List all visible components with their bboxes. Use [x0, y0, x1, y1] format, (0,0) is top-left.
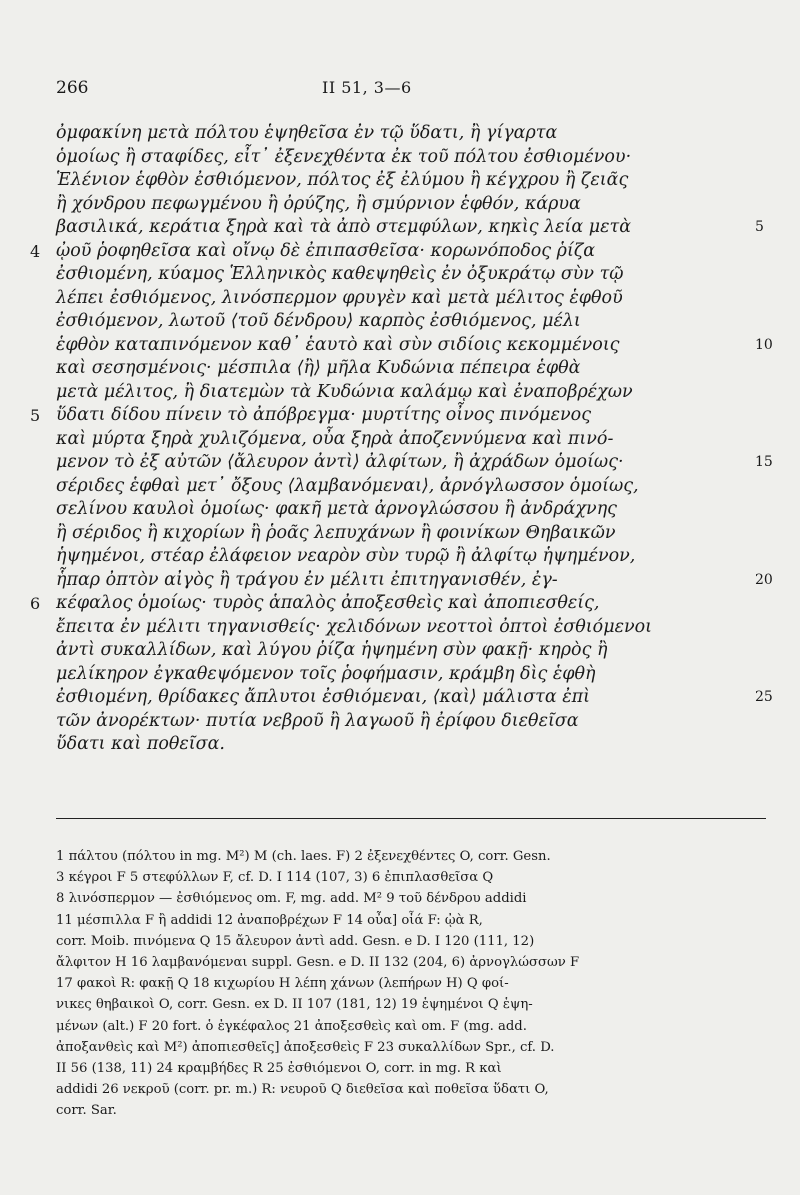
apparatus-line — [0, 1037, 800, 1058]
line-text: ᾠοῦ ῥοφηθεῖσα καὶ οἴνῳ δὲ ἐπιπασθεῖσα· κορωνόποδος ῥίζα — [56, 240, 596, 261]
text-line — [0, 475, 800, 499]
apparatus-line — [0, 1079, 800, 1100]
apparatus-line — [0, 888, 800, 909]
text-line — [0, 522, 800, 546]
text-line — [0, 263, 800, 287]
text-line — [0, 357, 800, 381]
line-text: ἔπειτα ἐν μέλιτι τηγανισθείς· χελιδόνων νεοττοὶ ὀπτοὶ ἐσθιόμενοι — [56, 616, 652, 637]
page-number: 266 — [56, 78, 89, 98]
line-text: ἢ χόνδρου πεφωγμένου ἢ ὀρύζης, ἢ σμύρνιον ἑφθόν, κάρυα — [56, 193, 581, 214]
line-text: ἐσθιομένη, θρίδακες ἄπλυτοι ἐσθιόμεναι, ⟨καὶ⟩ μάλιστα ἐπὶ — [56, 687, 590, 707]
critical-apparatus — [0, 846, 800, 1121]
line-text: ἐσθιομένη, κύαμος Ἑλληνικὸς καθεψηθεὶς ἐν ὀξυκράτῳ σὺν τῷ — [56, 264, 624, 284]
apparatus-text: 11 μέσπιλλα F ἢ addidi 12 ἀναποβρέχων F 14 οὖα] οἶά F: ᾠὰ R, — [56, 912, 483, 928]
line-text: μελίκηρον ἐγκαθεψόμενον τοῖς ῥοφήμασιν, κράμβη δὶς ἑφθὴ — [56, 663, 596, 684]
line-text: ὕδατι καὶ ποθεῖσα. — [56, 734, 225, 754]
apparatus-line — [0, 973, 800, 994]
text-line — [0, 240, 800, 264]
line-text: ὁμοίως ἢ σταφίδες, εἶτ᾽ ἐξενεχθέντα ἐκ τοῦ πόλτου ἐσθιομένου· — [56, 146, 632, 167]
line-number: 10 — [755, 336, 773, 353]
line-text: ἀντὶ συκαλλίδων, καὶ λύγου ῥίζα ἡψημένη σὺν φακῇ· κηρὸς ἢ — [56, 640, 608, 660]
apparatus-line — [0, 994, 800, 1015]
apparatus-text: 3 κέγροι F 5 στεφύλλων F, cf. D. I 114 (107, 3) 6 ἐπιπλασθεῖσα Q — [56, 870, 494, 886]
text-line — [0, 686, 800, 710]
running-head: II 51, 3—6 — [322, 78, 412, 97]
apparatus-line — [0, 1100, 800, 1121]
line-number: 25 — [755, 689, 773, 705]
apparatus-text: II 56 (138, 11) 24 κραμβήδες R 25 ἐσθιόμενοι O, corr. in mg. R καὶ — [56, 1060, 502, 1076]
line-text: ἑφθὸν καταπινόμενον καθ᾽ ἑαυτὸ καὶ σὺν σιδίοις κεκομμένοις — [56, 334, 620, 355]
apparatus-line — [0, 1016, 800, 1037]
apparatus-text: ἄλφιτον H 16 λαμβανόμεναι suppl. Gesn. e D. II 132 (204, 6) ἀρνογλώσσων F — [56, 954, 580, 970]
text-line — [0, 733, 800, 757]
line-text: ἐσθιόμενον, λωτοῦ ⟨τοῦ δένδρου⟩ καρπὸς ἐσθιόμενος, μέλι — [56, 311, 581, 331]
text-line — [0, 616, 800, 640]
line-number: 15 — [755, 454, 773, 470]
line-text: κέφαλος ὁμοίως· τυρὸς ἁπαλὸς ἀποξεσθεὶς καὶ ἀποπιεσθείς, — [56, 593, 600, 613]
apparatus-text: addidi 26 νεκροῦ (corr. pr. m.) R: νευροῦ Q διεθεῖσα καὶ ποθεῖσα ὕδατι O, — [56, 1082, 549, 1098]
apparatus-text: ἀποξανθεὶς καὶ M²) ἀποπιεσθεῖς] ἀποξεσθεὶς F 23 συκαλλίδων Spr., cf. D. — [56, 1039, 555, 1055]
line-text: λέπει ἐσθιόμενος, λινόσπερμον φρυγὲν καὶ μετὰ μέλιτος ἑφθοῦ — [56, 287, 623, 308]
line-text: Ἑλένιον ἑφθὸν ἐσθιόμενον, πόλτος ἐξ ἐλύμου ἢ κέγχρου ἢ ζειᾶς — [56, 170, 629, 190]
text-line — [0, 639, 800, 663]
apparatus-text: 1 πάλτου (πόλτου in mg. M²) M (ch. laes. F) 2 ἐξενεχθέντες O, corr. Gesn. — [56, 849, 551, 864]
apparatus-divider — [56, 818, 766, 819]
apparatus-text: corr. Sar. — [56, 1103, 117, 1119]
line-text: μενον τὸ ἐξ αὐτῶν ⟨ἄλευρον ἀντὶ⟩ ἀλφίτων, ἢ ἀχράδων ὁμοίως· — [56, 452, 624, 472]
text-line — [0, 428, 800, 452]
line-text: σέριδες ἑφθαὶ μετ᾽ ὄξους ⟨λαμβανόμεναι⟩, ἀρνόγλωσσον ὁμοίως, — [56, 475, 639, 496]
line-number: 20 — [755, 571, 773, 588]
page-header — [0, 78, 800, 102]
text-line — [0, 569, 800, 593]
text-line — [0, 169, 800, 193]
line-text: ἢ σέριδος ἢ κιχορίων ἢ ῥοᾶς λεπυχάνων ἢ φοινίκων Θηβαικῶν — [56, 522, 616, 543]
line-text: ὕδατι δίδου πίνειν τὸ ἀπόβρεγμα· μυρτίτης οἶνος πινόμενος — [56, 405, 592, 425]
text-line — [0, 404, 800, 428]
apparatus-text: μένων (alt.) F 20 fort. ὁ ἐγκέφαλος 21 ἀποξεσθεὶς καὶ om. F (mg. add. — [56, 1018, 527, 1034]
text-line — [0, 146, 800, 170]
text-line — [0, 216, 800, 240]
line-text: ἧπαρ ὀπτὸν αἰγὸς ἢ τράγου ἐν μέλιτι ἐπιτηγανισθέν, ἐγ- — [56, 569, 558, 590]
line-number: 5 — [755, 219, 764, 235]
line-text: τῶν ἀνορέκτων· πυτία νεβροῦ ἢ λαγωοῦ ἢ ἐρίφου διεθεῖσα — [56, 710, 579, 731]
line-text: καὶ σεσησμένοις· μέσπιλα ⟨ἢ⟩ μῆλα Κυδώνια πέπειρα ἑφθὰ — [56, 358, 581, 378]
line-text: μετὰ μέλιτος, ἢ διατεμὼν τὰ Κυδώνια καλάμῳ καὶ ἐναποβρέχων — [56, 381, 633, 402]
line-text: καὶ μύρτα ξηρὰ χυλιζόμενα, οὖα ξηρὰ ἀποζεννύμενα καὶ πινό- — [56, 428, 614, 449]
text-line — [0, 545, 800, 569]
apparatus-line — [0, 867, 800, 888]
text-line — [0, 663, 800, 687]
text-line — [0, 334, 800, 358]
main-text — [0, 122, 800, 757]
text-line — [0, 122, 800, 146]
section-number: 6 — [30, 594, 41, 613]
line-text: ὀμφακίνη μετὰ πόλτου ἑψηθεῖσα ἐν τῷ ὕδατι, ἢ γίγαρτα — [56, 123, 558, 143]
text-line — [0, 287, 800, 311]
section-number: 5 — [30, 406, 41, 425]
text-line — [0, 310, 800, 334]
apparatus-line — [0, 1058, 800, 1079]
apparatus-text: 8 λινόσπερμον — ἐσθιόμενος om. F, mg. add. M² 9 τοῦ δένδρου addidi — [56, 891, 527, 907]
apparatus-line — [0, 846, 800, 867]
line-text: βασιλικά, κεράτια ξηρὰ καὶ τὰ ἀπὸ στεμφύλων, κηκὶς λεία μετὰ — [56, 217, 632, 237]
line-text: ἡψημένοι, στέαρ ἐλάφειον νεαρὸν σὺν τυρῷ ἢ ἀλφίτῳ ἡψημένον, — [56, 546, 636, 566]
text-line — [0, 381, 800, 405]
text-line — [0, 592, 800, 616]
apparatus-line — [0, 931, 800, 952]
text-line — [0, 451, 800, 475]
apparatus-text: νικες θηβαικοὶ O, corr. Gesn. ex D. II 107 (181, 12) 19 ἑψημένοι Q ἑψη- — [56, 997, 533, 1013]
text-line — [0, 710, 800, 734]
apparatus-text: corr. Moib. πινόμενα Q 15 ἄλευρον ἀντὶ add. Gesn. e D. I 120 (111, 12) — [56, 933, 535, 949]
text-line — [0, 498, 800, 522]
apparatus-text: 17 φακοὶ R: φακῇ Q 18 κιχωρίου H λέπη χάνων (λεπήρων H) Q φοί- — [56, 976, 509, 992]
section-number: 4 — [30, 241, 41, 261]
line-text: σελίνου καυλοὶ ὁμοίως· φακῆ μετὰ ἀρνογλώσσου ἢ ἀνδράχνης — [56, 499, 617, 519]
text-line — [0, 193, 800, 217]
apparatus-line — [0, 952, 800, 973]
apparatus-line — [0, 910, 800, 931]
